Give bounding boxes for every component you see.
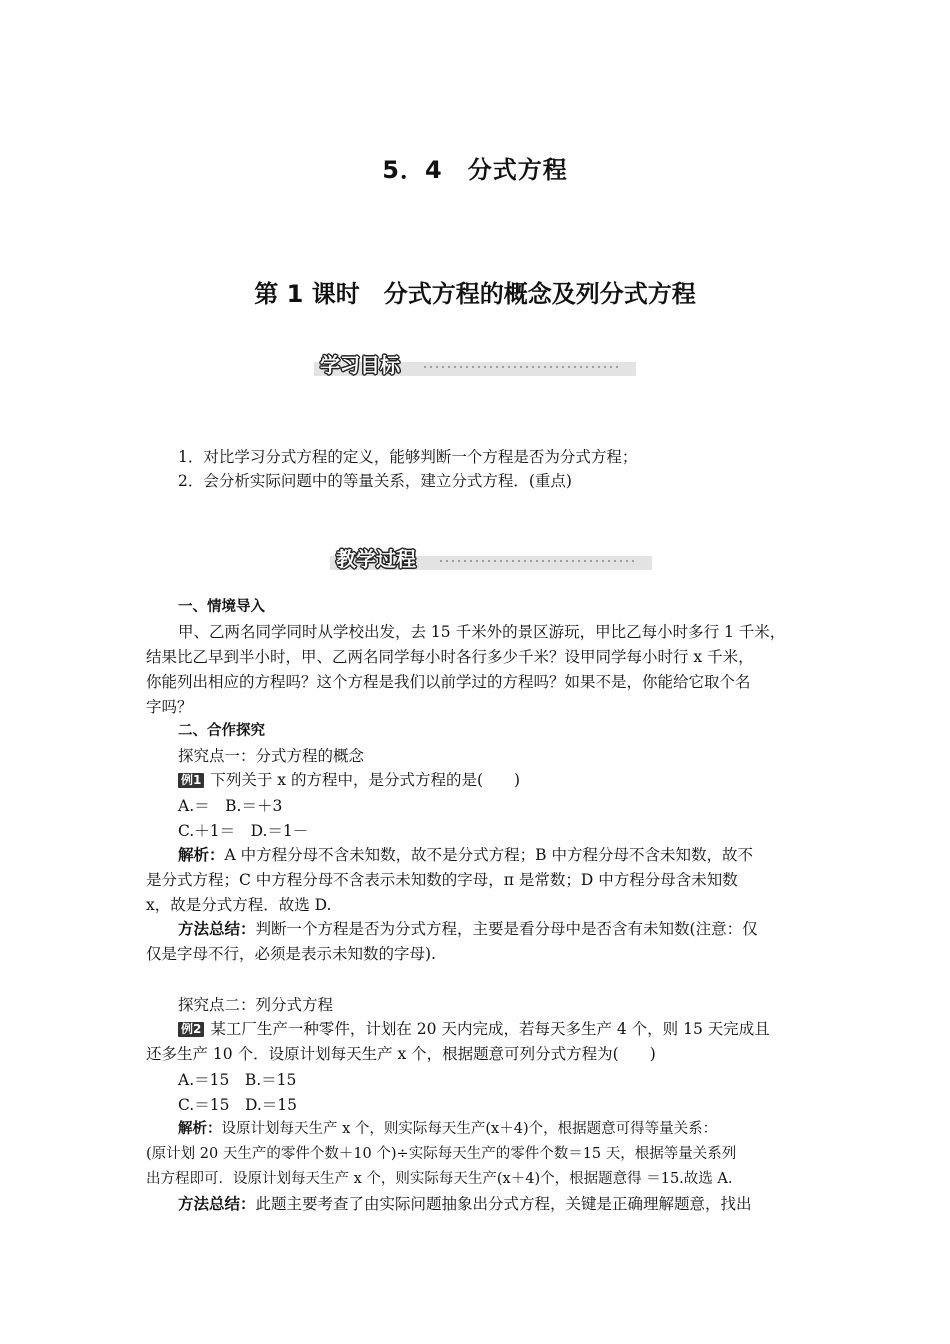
page-title: 5．4 分式方程 [382, 156, 568, 184]
analysis-text: 设原计划每天生产 x 个，则实际每天生产(x＋4)个，根据题意可得等量关系： [221, 1121, 718, 1137]
question-text: 下列关于 x 的方程中，是分式方程的是( ) [210, 771, 521, 789]
analysis-line: 出方程即可．设原计划每天生产 x 个，则实际每天生产(x＋4)个，根据题意得 ＝15.故选 A. [146, 1171, 733, 1187]
option-line: A.＝ B.＝＋3 [178, 797, 283, 815]
process-banner-label: 教学过程 [336, 547, 416, 571]
goals-banner-label: 学习目标 [320, 353, 400, 377]
goals-banner [314, 353, 636, 377]
dotted-divider [422, 365, 622, 369]
method-text: 判断一个方程是否为分式方程，主要是看分母中是否含有未知数(注意：仅 [255, 920, 758, 938]
goal-item: 1．对比学习分式方程的定义，能够判断一个方程是否为分式方程； [178, 448, 638, 466]
subsection-title: 探究点二：列分式方程 [178, 996, 334, 1014]
question-text: 某工厂生产一种零件，计划在 20 天内完成，若每天多生产 4 个，则 15 天完成且 [210, 1020, 770, 1038]
option-line: C.＝15 D.＝15 [178, 1096, 297, 1114]
method-text: 此题主要考查了由实际问题抽象出分式方程，关键是正确理解题意，找出 [255, 1195, 752, 1213]
method-label: 方法总结： [178, 1195, 256, 1213]
analysis-line [178, 1117, 808, 1141]
example-question [178, 1017, 808, 1041]
subsection-title: 探究点一：分式方程的概念 [178, 747, 365, 765]
analysis-line: (原计划 20 天生产的零件个数＋10 个)÷实际每天生产的零件个数＝15 天，根据等量关系列 [146, 1146, 737, 1162]
analysis-line: 是分式方程；C 中方程分母不含表示未知数的字母，π 是常数；D 中方程分母含未知数 [146, 871, 738, 889]
method-summary-line: 仅是字母不行，必须是表示未知数的字母). [146, 945, 436, 963]
question-line: 还多生产 10 个．设原计划每天生产 x 个，根据题意可列分式方程为( ) [146, 1045, 656, 1063]
method-summary-line [178, 917, 808, 941]
option-line: C.＋1＝ D.＝1－ [178, 822, 309, 840]
process-banner [330, 547, 652, 571]
example-question [178, 768, 840, 792]
paragraph-line: 字吗？ [146, 698, 193, 716]
paragraph-line: 甲、乙两名同学同时从学校出发，去 15 千米外的景区游玩，甲比乙每小时多行 1 千米， [178, 623, 786, 641]
option-line: A.＝15 B.＝15 [178, 1071, 297, 1089]
section-heading: 一、情境导入 [178, 599, 265, 615]
example-tag: 例2 [178, 1022, 204, 1037]
section-heading: 二、合作探究 [178, 723, 265, 739]
goal-item: 2．会分析实际问题中的等量关系，建立分式方程．(重点) [178, 472, 572, 490]
paragraph-line: 你能列出相应的方程吗？这个方程是我们以前学过的方程吗？如果不是，你能给它取个名 [146, 673, 751, 691]
analysis-line: x，故是分式方程．故选 D. [146, 896, 332, 914]
lesson-title: 第 1 课时 分式方程的概念及列分式方程 [254, 280, 696, 308]
method-summary-line [178, 1192, 808, 1216]
example-tag: 例1 [178, 773, 204, 788]
analysis-line [178, 843, 808, 867]
analysis-label: 解析： [178, 846, 225, 864]
dotted-divider [438, 559, 638, 563]
analysis-text: A 中方程分母不含未知数，故不是分式方程；B 中方程分母不含未知数，故不 [224, 846, 753, 864]
paragraph-line: 结果比乙早到半小时，甲、乙两名同学每小时各行多少千米？设甲同学每小时行 x 千米， [146, 648, 754, 666]
method-label: 方法总结： [178, 920, 256, 938]
analysis-label: 解析： [178, 1121, 222, 1137]
